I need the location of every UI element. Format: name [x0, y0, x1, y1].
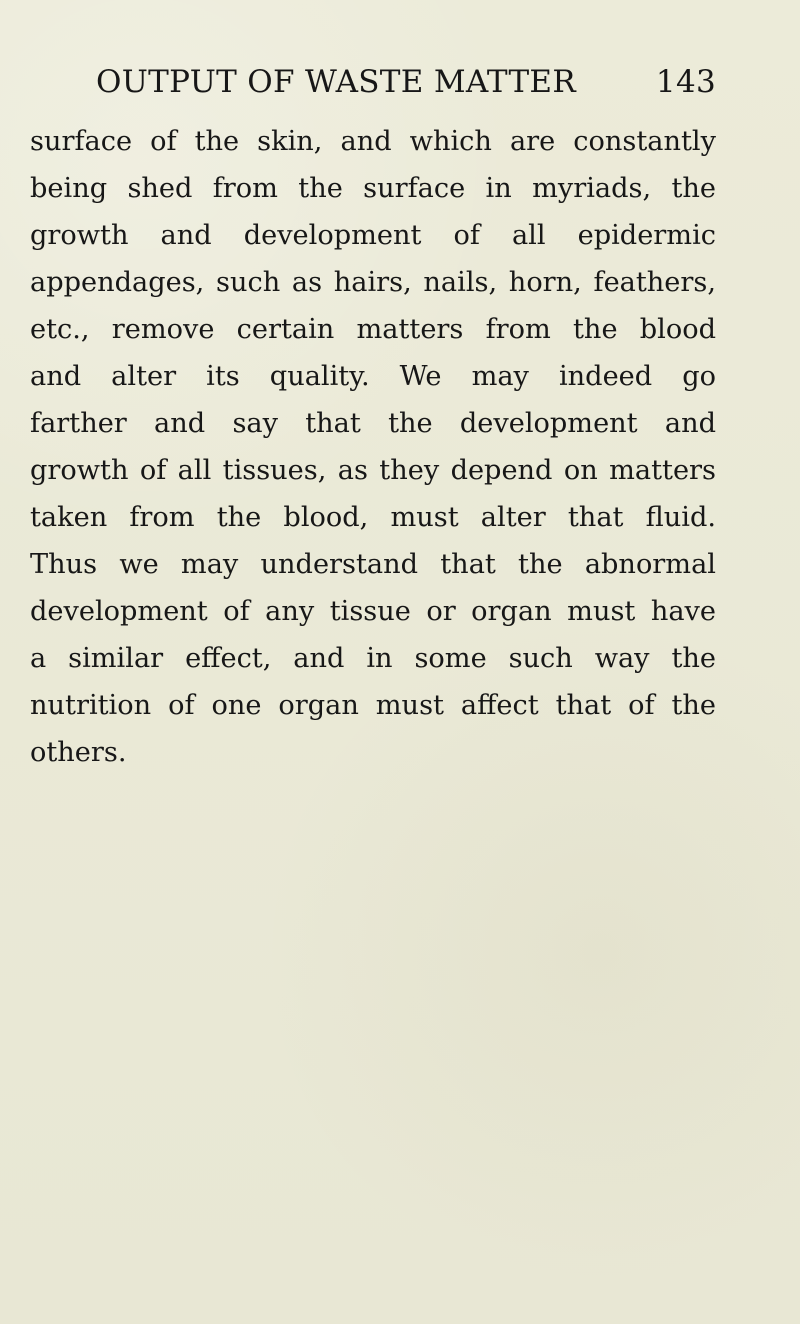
text-line-8: growth of all tissues, as they depend on matters — [30, 455, 716, 486]
text-line-12: a similar effect, and in some such way the — [30, 643, 716, 674]
text-line-2: being shed from the surface in myriads, the — [30, 173, 716, 204]
text-line-6: and alter its quality. We may indeed go — [30, 361, 716, 392]
text-line-10: Thus we may understand that the abnormal — [30, 549, 716, 580]
text-line-9: taken from the blood, must alter that fluid. — [30, 502, 716, 533]
page-header — [96, 64, 716, 100]
page-number: 143 — [655, 64, 716, 100]
running-title: OUTPUT OF WASTE MATTER — [96, 64, 577, 100]
text-line-4: appendages, such as hairs, nails, horn, feathers, — [30, 267, 716, 298]
text-line-1: surface of the skin, and which are constantly — [30, 126, 716, 157]
text-line-13: nutrition of one organ must affect that of the — [30, 690, 716, 721]
text-line-7: farther and say that the development and — [30, 408, 716, 439]
text-line-11: development of any tissue or organ must have — [30, 596, 716, 627]
text-line-14: others. — [30, 737, 127, 768]
text-line-5: etc., remove certain matters from the blood — [30, 314, 716, 345]
body-text — [30, 118, 716, 776]
text-line-3: growth and development of all epidermic — [30, 220, 716, 251]
